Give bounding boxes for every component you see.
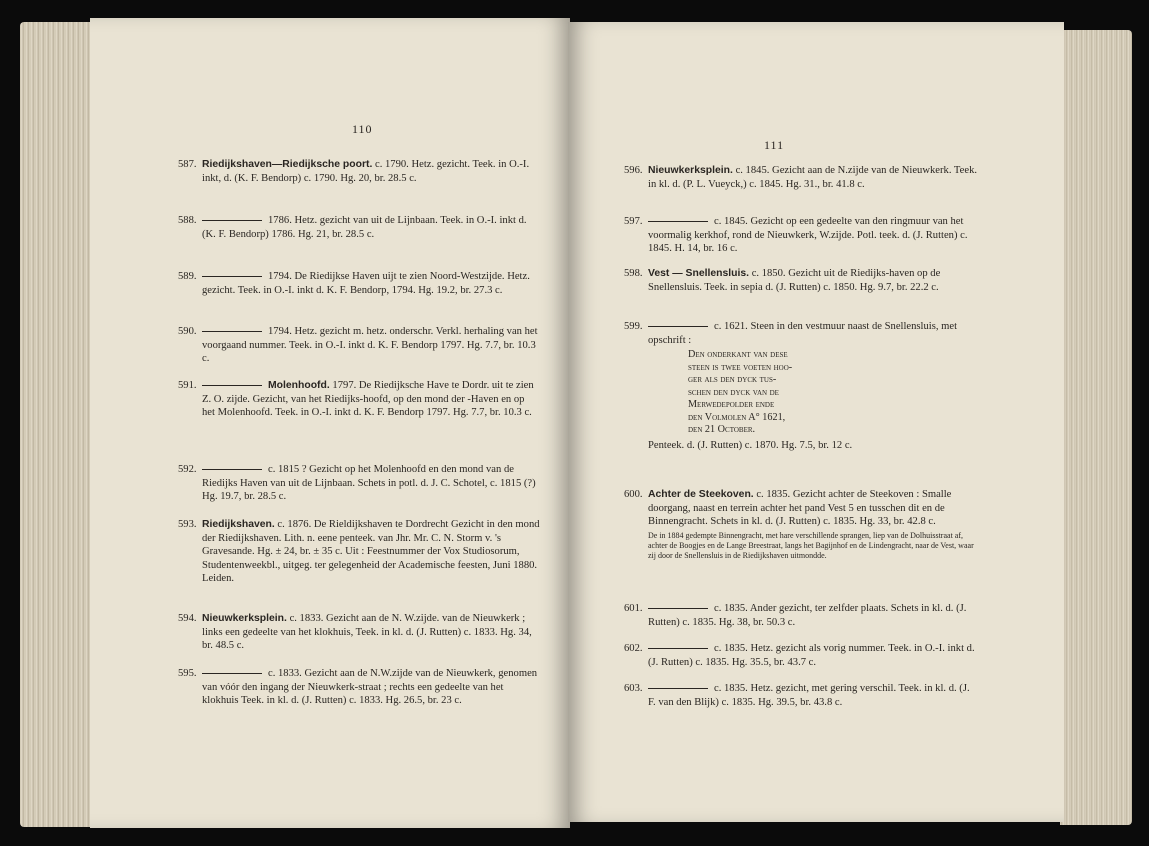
entry-number: 593. xyxy=(178,519,197,530)
entry xyxy=(178,214,540,241)
entry xyxy=(624,215,978,256)
entry xyxy=(178,518,540,586)
entry-text: c. 1876. De Rieldijkshaven te Dordrecht Gezicht in den mond der Riedijkshaven. Lith. n. eene penteek. van Jhr. Mr. C. N. Storm v. 's Gravesande. Hg. ± 24, br. ± 35 c. Uit : Feestnummer der Vox Studiosorum, Studentenweekbl., uitgeg. ter gelegenheid der Academische feesten, Juni 1880. Leiden. xyxy=(202,519,540,585)
entry xyxy=(624,164,978,191)
entry-number: 592. xyxy=(178,464,197,475)
ditto-dash xyxy=(648,326,708,327)
ditto-dash xyxy=(202,385,262,386)
entry-text: 1786. Hetz. gezicht van uit de Lijnbaan. Teek. in O.-I. inkt d. (K. F. Bendorp) 1786. Hg. 21, br. 28.5 c. xyxy=(202,215,527,240)
entry-number: 587. xyxy=(178,159,197,170)
entry xyxy=(178,379,540,420)
page-number-right: 111 xyxy=(764,138,785,152)
ditto-dash xyxy=(648,608,708,609)
entry-text: c. 1850. Gezicht uit de Riedijks-haven op de Snellensluis. Teek. in sepia d. (J. Rutten) c. 1850. Hg. 9.7, br. 22.2 c. xyxy=(648,268,941,293)
entry-number: 597. xyxy=(624,216,643,227)
entry-number: 591. xyxy=(178,380,197,391)
inscription-line: Merwedepolder ende xyxy=(688,399,775,411)
entry-number: 599. xyxy=(624,321,643,332)
entry-text: 1794. De Riedijkse Haven uijt te zien Noord-Westzijde. Hetz. gezicht. Teek. in O.-I. inkt d. K. F. Bendorp, 1794. Hg. 19.2, br. 27.3 c. xyxy=(202,271,530,296)
inscription-line: Den onderkant van dese xyxy=(688,349,788,361)
entry-number: 603. xyxy=(624,683,643,694)
ditto-dash xyxy=(648,221,708,222)
entry xyxy=(624,682,978,709)
entry xyxy=(178,325,540,366)
ditto-dash xyxy=(202,220,262,221)
entry xyxy=(624,602,978,629)
entry-text: c. 1833. Gezicht aan de N.W.zijde van de Nieuwkerk, genomen van vóór den ingang der Nieuwkerk-straat ; rechts een gedeelte van het klokhuis Teek. in kl. d. (J. Rutten) c. 1833. Hg. 26.5, br. 23 c. xyxy=(202,668,538,707)
ditto-dash xyxy=(202,469,262,470)
entry-text: c. 1833. Gezicht aan de N. W.zijde. van de Nieuwkerk ; links een gedeelte van het klokhuis, Teek. in kl. d. (J. Rutten) c. 1833. Hg. 34, br. 48.5 c. xyxy=(202,613,532,652)
inscription-line: schen den dyck van de xyxy=(688,386,779,398)
entry-number: 590. xyxy=(178,326,197,337)
ditto-dash xyxy=(648,648,708,649)
entry-text: c. 1845. Gezicht aan de N.zijde van de Nieuwkerk. Teek. in kl. d. (P. L. Vueyck,) c. 1845. Hg. 31., br. 41.8 c. xyxy=(648,165,978,190)
entry-text: 1797. De Riedijksche Have te Dordr. uit te zien Z. O. zijde. Gezicht, van het Riedijks-hoofd, op den mond der -Haven en op het Molenhoofd. Teek. in O.-I. inkt d. K. F. Bendorp 1797. Hg. 7.7, br. 10.3 c. xyxy=(202,380,534,419)
ditto-dash xyxy=(202,331,262,332)
entry-number: 589. xyxy=(178,271,197,282)
entry xyxy=(624,267,978,294)
entry-text: c. 1790. Hetz. gezicht. Teek. in O.-I. inkt, d. (K. F. Bendorp) c. 1790. Hg. 20, br. 28.5 c. xyxy=(202,159,530,184)
entry-title: Nieuwkerksplein. xyxy=(648,165,733,176)
entry xyxy=(178,612,540,653)
entry-number: 596. xyxy=(624,165,643,176)
entry-title: Nieuwkerksplein. xyxy=(202,613,287,624)
inscription-line: steen is twee voeten hoo- xyxy=(688,361,793,373)
entry xyxy=(178,158,540,185)
entry-title: Vest — Snellensluis. xyxy=(648,268,750,279)
entry-text: c. 1845. Gezicht op een gedeelte van den ringmuur van het voormalig kerkhof, rond de Nieuwkerk, W.zijde. Potl. teek. d. (J. Rutten) c. 1845. H. 14, br. 16 c. xyxy=(648,216,968,255)
ditto-dash xyxy=(202,276,262,277)
entry-number: 588. xyxy=(178,215,197,226)
entry xyxy=(624,642,978,669)
page-number-left: 110 xyxy=(352,122,373,136)
inscription-line: den Volmolen A° 1621, xyxy=(688,411,786,423)
entry-title: Achter de Steekoven. xyxy=(648,489,754,500)
entry-text: c. 1835. Hetz. gezicht als vorig nummer. Teek. in O.-I. inkt d. (J. Rutten) c. 1835. Hg. 35.5, br. 43.7 c. xyxy=(648,643,975,668)
entry-text: c. 1835. Ander gezicht, ter zelfder plaats. Schets in kl. d. (J. Rutten) c. 1835. Hg. 38, br. 50.3 c. xyxy=(648,603,967,628)
inscription-line: ger als den dyck tus- xyxy=(688,374,777,386)
entry-title: Molenhoofd. xyxy=(268,380,330,391)
entry xyxy=(178,463,540,504)
entry-text: c. 1835. Gezicht achter de Steekoven : Smalle doorgang, naast en terrein achter het pand Vest 5 en tusschen dit en de Binnengracht. Schets in kl. d. (J. Rutten) c. 1835. Hg. 33, br. 42.8 c. xyxy=(648,489,952,528)
ditto-dash xyxy=(648,688,708,689)
entry-number: 600. xyxy=(624,489,643,500)
entry-title: Riedijkshaven—Riedijksche poort. xyxy=(202,159,373,170)
footnote: De in 1884 gedempte Binnengracht, met hare verschillende sprangen, liep van de Dolhuisstraat af, achter de Boogjes en de Lange Breestraat, langs het Bagijnhof en de Lindengracht, naar de Vest, waar zij door de Snellensluis in de Riedijkshaven uitmondde. xyxy=(648,530,974,560)
page-edges-right xyxy=(1060,30,1132,825)
entry-text: c. 1835. Hetz. gezicht, met gering verschil. Teek. in kl. d. (J. F. van den Blijk) c. 1835. Hg. 39.5, br. 43.8 c. xyxy=(648,683,970,708)
entry-title: Riedijkshaven. xyxy=(202,519,275,530)
entry-number: 601. xyxy=(624,603,643,614)
inscription-line: den 21 October. xyxy=(688,424,756,436)
page-edges-left xyxy=(20,22,98,827)
entry xyxy=(624,488,978,561)
entry-number: 594. xyxy=(178,613,197,624)
inscription xyxy=(688,349,863,437)
entry-text: c. 1621. Steen in den vestmuur naast de Snellensluis, met opschrift : xyxy=(648,321,958,346)
entry-text: 1794. Hetz. gezicht m. hetz. onderschr. Verkl. herhaling van het voorgaand nummer. Teek. in O.-I. inkt d. K. F. Bendorp 1797. Hg. 7.7, br. 10.3 c. xyxy=(202,326,538,365)
entry xyxy=(624,320,978,452)
entry-number: 595. xyxy=(178,668,197,679)
entry-number: 598. xyxy=(624,268,643,279)
left-page xyxy=(90,18,570,828)
entry-text: c. 1815 ? Gezicht op het Molenhoofd en den mond van de Riedijks Haven van uit de Lijnbaan. Schets in potl. d. J. C. Schotel, c. 1815 (?) Hg. 19.7, br. 28.5 c. xyxy=(202,464,536,503)
ditto-dash xyxy=(202,673,262,674)
right-page xyxy=(568,22,1064,822)
entry xyxy=(178,270,540,297)
entry xyxy=(178,667,540,708)
entry-text-after: Penteek. d. (J. Rutten) c. 1870. Hg. 7.5, br. 12 c. xyxy=(648,439,853,451)
entry-number: 602. xyxy=(624,643,643,654)
